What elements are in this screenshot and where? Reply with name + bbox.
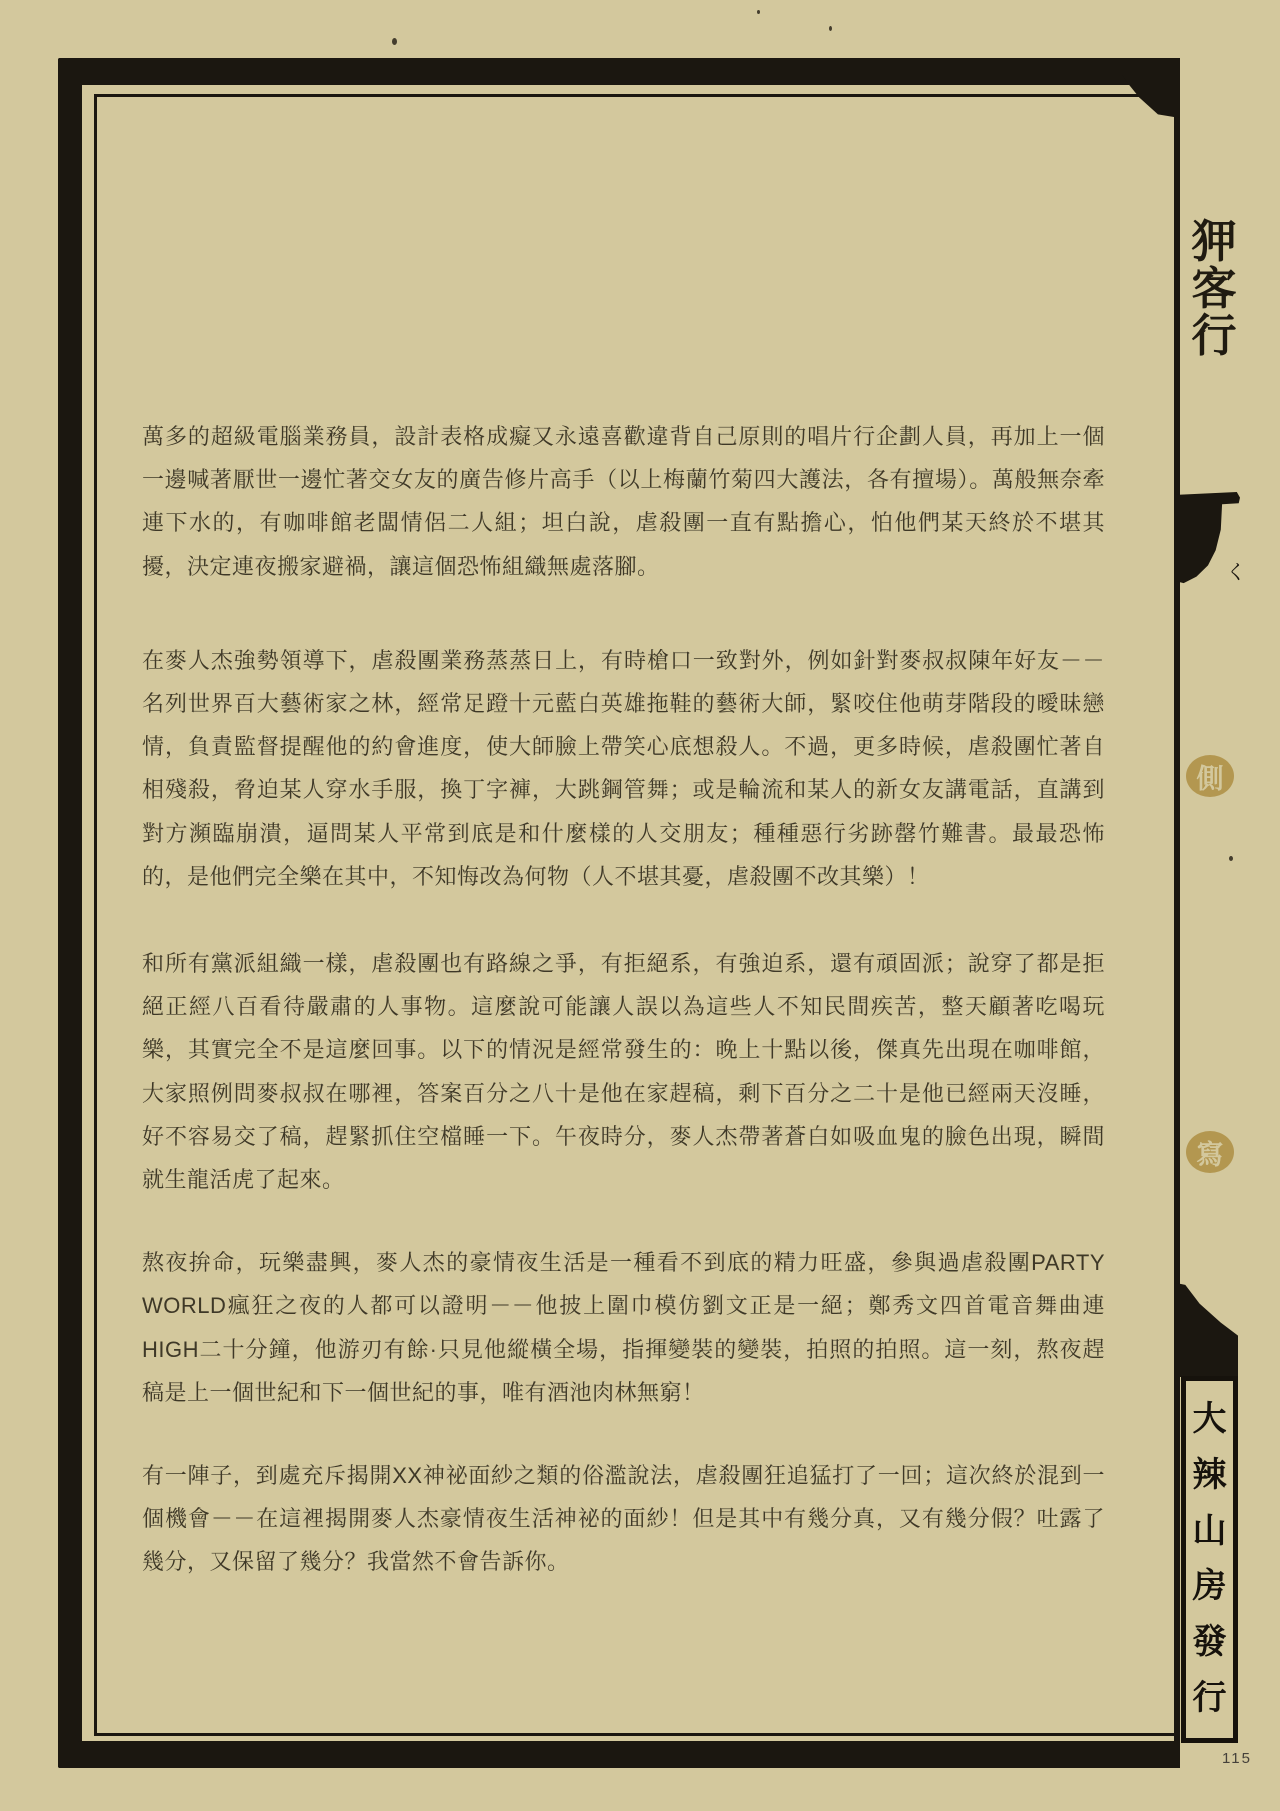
vertical-char: 狎 xyxy=(1191,217,1237,267)
text-line: 好不容易交了稿，趕緊抓住空檔睡一下。午夜時分，麥人杰帶著蒼白如吸血鬼的臉色出現，瞬間 xyxy=(142,1123,1105,1149)
section-badge-ce xyxy=(1186,755,1234,797)
frame-inner-line-left xyxy=(94,94,97,1736)
scan-speck xyxy=(392,38,397,45)
frame-inner-line-bottom xyxy=(94,1733,1174,1736)
text-line: 連下水的，有咖啡館老闆情侶二人組；坦白說，虐殺團一直有點擔心，怕他們某天終於不堪其 xyxy=(142,510,1105,536)
text-line: 相殘殺，脅迫某人穿水手服，換丁字褲，大跳鋼管舞；或是輪流和某人的新女友講電話，直講到 xyxy=(142,777,1105,803)
text-line: 幾分，又保留了幾分？我當然不會告訴你。 xyxy=(142,1549,570,1575)
vertical-char: 大 xyxy=(1192,1400,1227,1438)
frame-corner-block xyxy=(1122,58,1180,118)
frame-left-bar xyxy=(58,58,82,1768)
text-line: 擾，決定連夜搬家避禍，讓這個恐怖組織無處落腳。 xyxy=(142,553,660,579)
text-line: 的，是他們完全樂在其中，不知悔改為何物（人不堪其憂，虐殺團不改其樂）！ xyxy=(142,863,930,889)
vertical-char: 行 xyxy=(1191,311,1237,361)
text-block xyxy=(142,415,1105,1584)
paragraph xyxy=(142,415,1105,588)
scan-speck xyxy=(1229,856,1233,861)
text-line: WORLD瘋狂之夜的人都可以證明－－他披上圍巾模仿劉文正是一絕；鄭秀文四首電音舞曲連 xyxy=(142,1293,1105,1319)
vertical-char: 辣 xyxy=(1192,1456,1227,1494)
section-badge-xie-label: 寫 xyxy=(1196,1139,1224,1170)
scan-speck xyxy=(757,10,760,14)
text-line: 名列世界百大藝術家之林，經常足蹬十元藍白英雄拖鞋的藝術大師，緊咬住他萌芽階段的曖昧戀 xyxy=(142,691,1105,717)
book-title-vertical xyxy=(1184,217,1244,361)
frame-bottom-bar xyxy=(58,1741,1180,1768)
text-line: 樂，其實完全不是這麼回事。以下的情況是經常發生的：晚上十點以後，傑真先出現在咖啡館， xyxy=(142,1037,1105,1063)
text-line: 萬多的超級電腦業務員，設計表格成癡又永遠喜歡違背自己原則的唱片行企劃人員，再加上一個 xyxy=(142,424,1105,449)
paragraph xyxy=(142,1241,1105,1414)
text-line: 和所有黨派組織一樣，虐殺團也有路線之爭，有拒絕系，有強迫系，還有頑固派；說穿了都是拒 xyxy=(142,951,1105,977)
vertical-char: 行 xyxy=(1192,1680,1227,1718)
text-line: 絕正經八百看待嚴肅的人事物。這麼說可能讓人誤以為這些人不知民間疾苦，整天顧著吃喝玩 xyxy=(142,994,1105,1020)
frame-top-bar xyxy=(58,58,1180,85)
squiggle-mark: く xyxy=(1226,562,1246,584)
text-line: 在麥人杰強勢領導下，虐殺團業務蒸蒸日上，有時槍口一致對外，例如針對麥叔叔陳年好友－－ xyxy=(142,647,1105,673)
vertical-char: 發 xyxy=(1192,1624,1227,1662)
page-number: 115 xyxy=(1222,1750,1252,1767)
vertical-char: 房 xyxy=(1192,1568,1227,1606)
text-line: HIGH二十分鐘，他游刃有餘·只見他縱橫全場，指揮變裝的變裝，拍照的拍照。這一刻，熬夜趕 xyxy=(142,1336,1105,1362)
paragraph xyxy=(142,639,1105,898)
section-badge-xie xyxy=(1186,1131,1234,1173)
text-line: 大家照例問麥叔叔在哪裡，答案百分之八十是他在家趕稿，剩下百分之二十是他已經兩天沒睡， xyxy=(142,1080,1105,1106)
paragraph xyxy=(142,1454,1105,1584)
text-line: 對方瀕臨崩潰，逼問某人平常到底是和什麼樣的人交朋友；種種惡行劣跡罄竹難書。最最恐怖 xyxy=(142,820,1105,846)
section-badge-ce-label: 側 xyxy=(1196,763,1224,794)
vertical-char: 山 xyxy=(1192,1512,1227,1550)
ink-blot-bottom xyxy=(1176,1283,1238,1377)
text-line: 有一陣子，到處充斥揭開XX神祕面紗之類的俗濫說法，虐殺團狂追猛打了一回；這次終於混到一 xyxy=(142,1463,1105,1489)
text-line: 稿是上一個世紀和下一個世紀的事，唯有酒池肉林無窮！ xyxy=(142,1379,705,1405)
text-line: 個機會－－在這裡揭開麥人杰豪情夜生活神祕的面紗！但是其中有幾分真，又有幾分假？吐露了 xyxy=(142,1506,1105,1532)
scan-speck xyxy=(829,26,832,31)
vertical-char: 客 xyxy=(1191,264,1237,314)
frame-right-line xyxy=(1174,58,1180,1768)
text-line: 一邊喊著厭世一邊忙著交女友的廣告修片高手（以上梅蘭竹菊四大護法，各有擅場）。萬般無奈牽 xyxy=(142,467,1105,493)
text-line: 就生龍活虎了起來。 xyxy=(142,1167,345,1193)
publisher-seal-box xyxy=(1181,1376,1238,1743)
paragraph xyxy=(142,942,1105,1201)
text-line: 熬夜拚命，玩樂盡興，麥人杰的豪情夜生活是一種看不到底的精力旺盛，參與過虐殺團PARTY xyxy=(142,1250,1105,1276)
frame-inner-line-top xyxy=(94,94,1174,97)
text-line: 情，負責監督提醒他的約會進度，使大師臉上帶笑心底想殺人。不過，更多時候，虐殺團忙著自 xyxy=(142,734,1105,760)
